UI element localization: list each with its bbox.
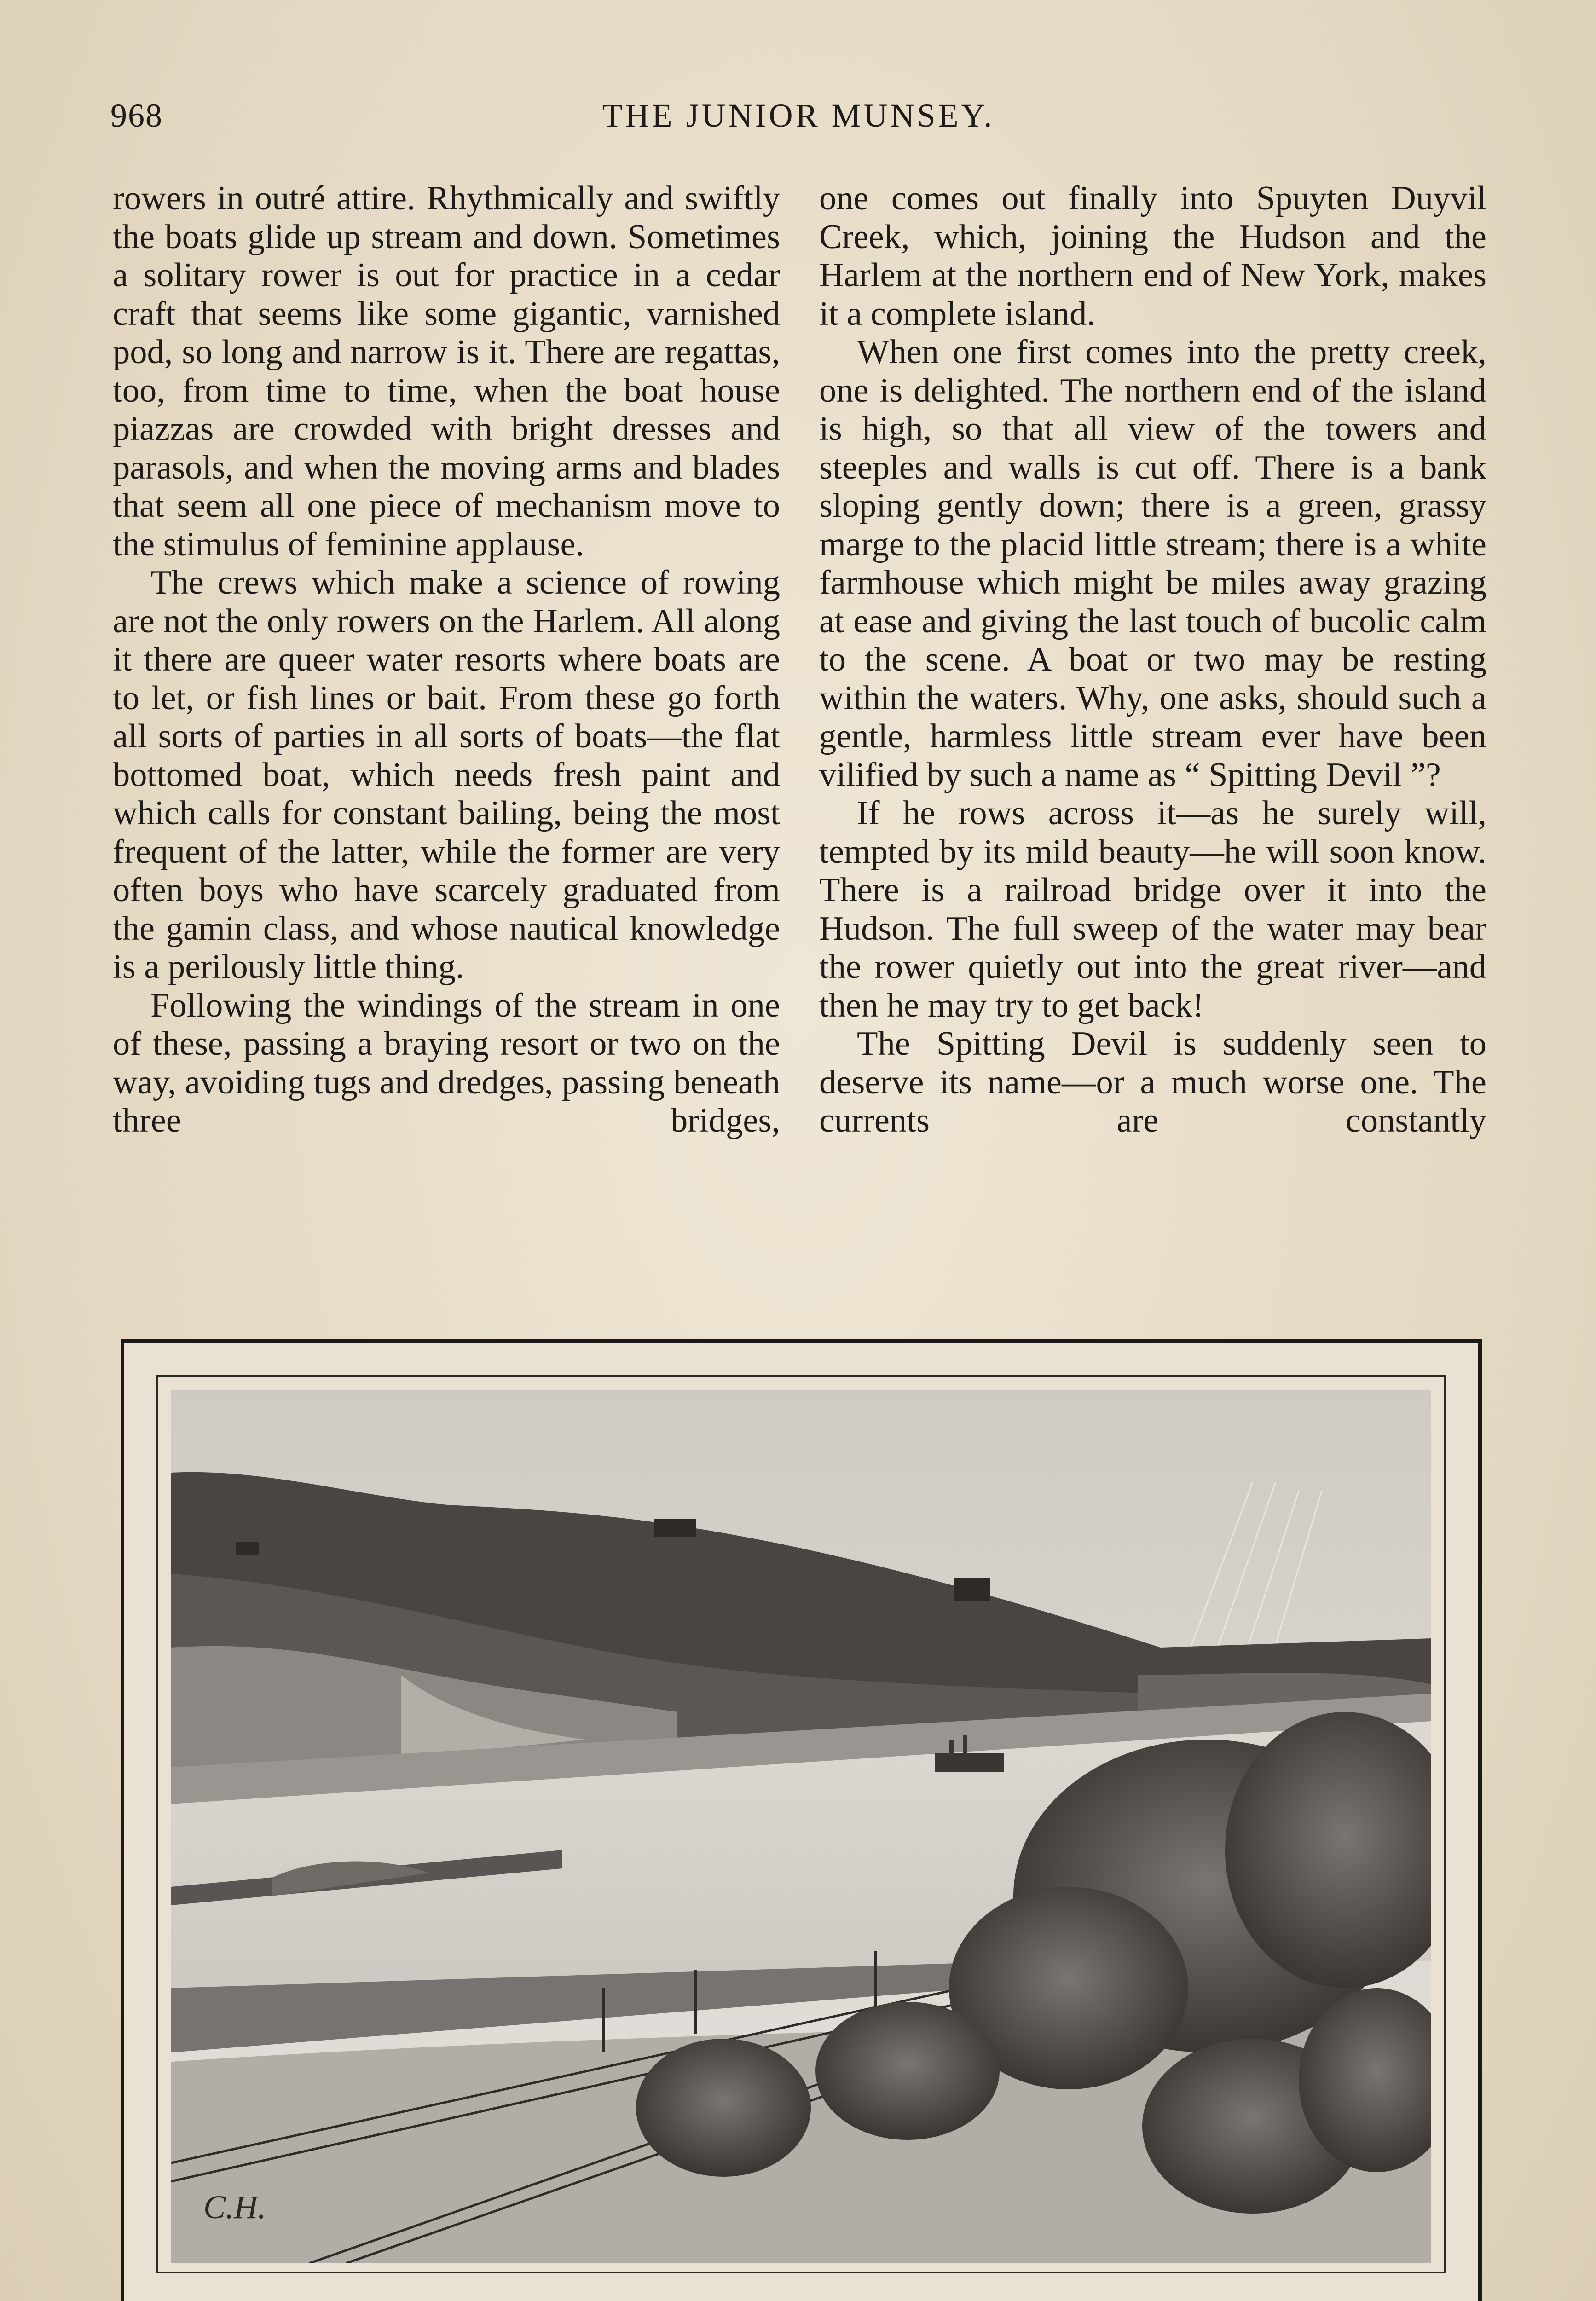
page-number: 968 (110, 97, 163, 134)
paragraph: The Spitting Devil is suddenly seen to deserve its name—or a much worse one. The currents are constantly (819, 1025, 1486, 1139)
paragraph: If he rows across it—as he surely will, tempted by its mild beauty—he will soon know. There is a railroad bridge over it into the Hudson. The full sweep of the water may bear the rower quietly out into the great river—and then he may try to get back! (819, 794, 1486, 1024)
harlem-river-illustration (171, 1390, 1431, 2263)
paragraph: The crews which make a science of rowing are not the only rowers on the Harlem. All along it there are queer water resorts where boats are to let, or fish lines or bait. From these go forth all sorts of parties in all sorts of boats—the flat bottomed boat, which needs fresh paint and which calls for constant bailing, being the most frequent of the latter, while the former are very often boys who have scarcely graduated from the gamin class, and whose nautical knowledge is a perilously little thing. (113, 564, 780, 986)
paragraph: When one first comes into the pretty creek, one is delighted. The northern end of the island is high, so that all view of the towers and steeples and walls is cut off. There is a bank sloping gently down; there is a green, grassy marge to the placid little stream; there is a white farmhouse which might be miles away grazing at ease and giving the last touch of bucolic calm to the scene. A boat or two may be resting within the waters. Why, one asks, should such a gentle, harmless little stream ever have been vilified by such a name as “ Spitting Devil ”? (819, 333, 1486, 794)
left-column (113, 179, 780, 1140)
figure-inner-border (156, 1375, 1446, 2273)
running-title: THE JUNIOR MUNSEY. (602, 97, 995, 134)
paragraph: one comes out finally into Spuyten Duyvil Creek, which, joining the Hudson and the Harlem at the northern end of New York, makes it a complete island. (819, 179, 1486, 333)
figure-frame (121, 1339, 1482, 2301)
paragraph: rowers in outré attire. Rhythmically and swiftly the boats glide up stream and down. Sometimes a solitary rower is out for practice in a cedar craft that seems like some gigantic, varnished pod, so long and narrow is it. There are regattas, too, from time to time, when the boat house piazzas are crowded with bright dresses and parasols, and when the moving arms and blades that seem all one piece of mechanism move to the stimulus of feminine applause. (113, 179, 780, 563)
artist-signature: C.H. (203, 2189, 266, 2226)
running-header (110, 97, 1486, 147)
paragraph: Following the windings of the stream in one of these, passing a braying resort or two on the way, avoiding tugs and dredges, passing beneath three bridges, (113, 986, 780, 1139)
right-column (819, 179, 1486, 1140)
